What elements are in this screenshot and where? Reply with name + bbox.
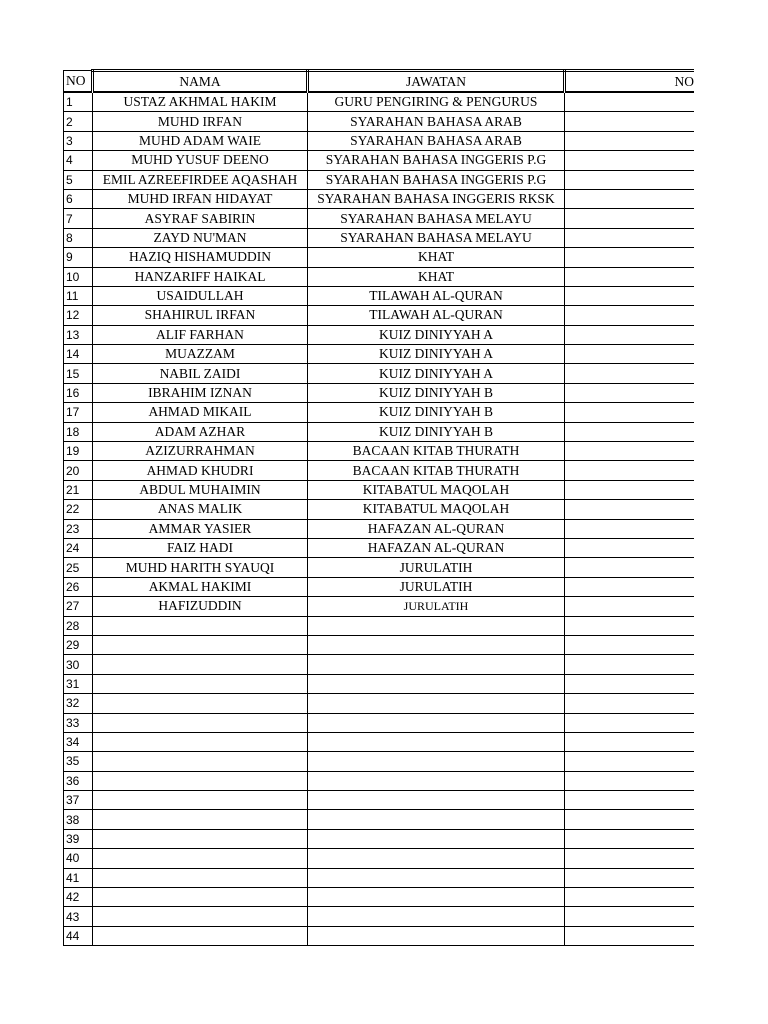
row-nama-cell: AHMAD KHUDRI <box>93 461 308 480</box>
row-nama-cell: MUHD IRFAN <box>93 112 308 131</box>
spreadsheet-page <box>63 69 694 946</box>
row-no-cell: 41 <box>64 868 93 887</box>
header-nama: NAMA <box>93 71 308 93</box>
table-row <box>64 791 695 810</box>
row-jawatan-cell <box>308 810 565 829</box>
table-row <box>64 674 695 693</box>
row-no-cell: 2 <box>64 112 93 131</box>
row-nama-cell <box>93 771 308 790</box>
row-jawatan-cell <box>308 674 565 693</box>
row-nama-cell: FAIZ HADI <box>93 538 308 557</box>
row-extra-cell <box>565 597 695 616</box>
row-no-cell: 20 <box>64 461 93 480</box>
row-extra-cell <box>565 267 695 286</box>
row-jawatan-cell <box>308 888 565 907</box>
row-extra-cell <box>565 228 695 247</box>
row-jawatan-cell: KUIZ DINIYYAH A <box>308 345 565 364</box>
table-row <box>64 480 695 499</box>
row-no-cell: 26 <box>64 577 93 596</box>
row-jawatan-cell <box>308 635 565 654</box>
row-jawatan-cell <box>308 732 565 751</box>
table-row <box>64 849 695 868</box>
row-nama-cell <box>93 849 308 868</box>
table-row <box>64 228 695 247</box>
row-no-cell: 19 <box>64 442 93 461</box>
table-row <box>64 403 695 422</box>
row-extra-cell <box>565 112 695 131</box>
row-extra-cell <box>565 325 695 344</box>
row-jawatan-cell: SYARAHAN BAHASA ARAB <box>308 112 565 131</box>
row-jawatan-cell: SYARAHAN BAHASA INGGERIS P.G <box>308 170 565 189</box>
row-nama-cell: ALIF FARHAN <box>93 325 308 344</box>
row-nama-cell: AKMAL HAKIMI <box>93 577 308 596</box>
row-extra-cell <box>565 907 695 926</box>
table-row <box>64 829 695 848</box>
row-jawatan-cell: KHAT <box>308 267 565 286</box>
table-row <box>64 655 695 674</box>
table-row <box>64 771 695 790</box>
row-nama-cell <box>93 655 308 674</box>
table-row <box>64 907 695 926</box>
table-row <box>64 538 695 557</box>
row-jawatan-cell: TILAWAH AL-QURAN <box>308 306 565 325</box>
row-extra-cell <box>565 519 695 538</box>
row-jawatan-cell: SYARAHAN BAHASA ARAB <box>308 131 565 150</box>
row-jawatan-cell: HAFAZAN AL-QURAN <box>308 538 565 557</box>
row-nama-cell: ADAM AZHAR <box>93 422 308 441</box>
table-body <box>64 92 695 946</box>
table-row <box>64 422 695 441</box>
row-jawatan-cell: GURU PENGIRING & PENGURUS <box>308 92 565 112</box>
row-no-cell: 29 <box>64 635 93 654</box>
table-row <box>64 209 695 228</box>
row-extra-cell <box>565 926 695 945</box>
row-no-cell: 31 <box>64 674 93 693</box>
row-no-cell: 6 <box>64 189 93 208</box>
table-row <box>64 383 695 402</box>
row-no-cell: 38 <box>64 810 93 829</box>
row-nama-cell: NABIL ZAIDI <box>93 364 308 383</box>
row-jawatan-cell: JURULATIH <box>308 597 565 616</box>
row-jawatan-cell: SYARAHAN BAHASA MELAYU <box>308 209 565 228</box>
row-no-cell: 15 <box>64 364 93 383</box>
row-no-cell: 35 <box>64 752 93 771</box>
row-nama-cell <box>93 635 308 654</box>
row-extra-cell <box>565 810 695 829</box>
row-jawatan-cell <box>308 752 565 771</box>
row-nama-cell: MUHD ADAM WAIE <box>93 131 308 150</box>
row-no-cell: 13 <box>64 325 93 344</box>
row-no-cell: 25 <box>64 558 93 577</box>
row-extra-cell <box>565 170 695 189</box>
row-jawatan-cell: BACAAN KITAB THURATH <box>308 442 565 461</box>
row-no-cell: 42 <box>64 888 93 907</box>
row-jawatan-cell <box>308 849 565 868</box>
table-row <box>64 325 695 344</box>
header-row <box>64 71 695 93</box>
row-jawatan-cell: JURULATIH <box>308 558 565 577</box>
row-nama-cell: ZAYD NU'MAN <box>93 228 308 247</box>
row-nama-cell <box>93 616 308 635</box>
row-jawatan-cell: SYARAHAN BAHASA INGGERIS RKSK <box>308 189 565 208</box>
table-row <box>64 151 695 170</box>
row-extra-cell <box>565 791 695 810</box>
row-extra-cell <box>565 713 695 732</box>
row-no-cell: 34 <box>64 732 93 751</box>
row-extra-cell <box>565 868 695 887</box>
row-extra-cell <box>565 538 695 557</box>
row-extra-cell <box>565 209 695 228</box>
participant-table <box>63 69 694 946</box>
row-no-cell: 23 <box>64 519 93 538</box>
table-row <box>64 345 695 364</box>
row-extra-cell <box>565 694 695 713</box>
row-nama-cell: ABDUL MUHAIMIN <box>93 480 308 499</box>
header-jawatan: JAWATAN <box>308 71 565 93</box>
table-row <box>64 519 695 538</box>
header-no: NO <box>64 71 93 93</box>
row-jawatan-cell: KUIZ DINIYYAH A <box>308 325 565 344</box>
row-extra-cell <box>565 752 695 771</box>
row-jawatan-cell <box>308 926 565 945</box>
row-no-cell: 18 <box>64 422 93 441</box>
row-jawatan-cell <box>308 616 565 635</box>
row-nama-cell: ASYRAF SABIRIN <box>93 209 308 228</box>
row-extra-cell <box>565 888 695 907</box>
row-jawatan-cell: KHAT <box>308 248 565 267</box>
row-no-cell: 39 <box>64 829 93 848</box>
row-nama-cell: IBRAHIM IZNAN <box>93 383 308 402</box>
row-extra-cell <box>565 616 695 635</box>
table-row <box>64 189 695 208</box>
row-nama-cell <box>93 713 308 732</box>
row-no-cell: 16 <box>64 383 93 402</box>
row-jawatan-cell: KUIZ DINIYYAH B <box>308 383 565 402</box>
row-jawatan-cell: HAFAZAN AL-QURAN <box>308 519 565 538</box>
table-row <box>64 752 695 771</box>
table-row <box>64 597 695 616</box>
row-nama-cell <box>93 732 308 751</box>
table-row <box>64 732 695 751</box>
header-no-right: NO <box>565 71 695 93</box>
row-jawatan-cell <box>308 907 565 926</box>
table-row <box>64 267 695 286</box>
row-nama-cell: AHMAD MIKAIL <box>93 403 308 422</box>
table-row <box>64 248 695 267</box>
row-nama-cell <box>93 674 308 693</box>
row-no-cell: 11 <box>64 286 93 305</box>
row-nama-cell: HAFIZUDDIN <box>93 597 308 616</box>
row-jawatan-cell: KUIZ DINIYYAH A <box>308 364 565 383</box>
row-jawatan-cell: SYARAHAN BAHASA MELAYU <box>308 228 565 247</box>
row-extra-cell <box>565 422 695 441</box>
row-nama-cell: USAIDULLAH <box>93 286 308 305</box>
row-extra-cell <box>565 577 695 596</box>
row-extra-cell <box>565 383 695 402</box>
row-extra-cell <box>565 849 695 868</box>
row-nama-cell: SHAHIRUL IRFAN <box>93 306 308 325</box>
row-no-cell: 37 <box>64 791 93 810</box>
row-extra-cell <box>565 732 695 751</box>
row-no-cell: 24 <box>64 538 93 557</box>
row-jawatan-cell: KUIZ DINIYYAH B <box>308 403 565 422</box>
row-jawatan-cell <box>308 771 565 790</box>
row-nama-cell: ANAS MALIK <box>93 500 308 519</box>
table-row <box>64 577 695 596</box>
row-extra-cell <box>565 461 695 480</box>
table-row <box>64 461 695 480</box>
row-no-cell: 43 <box>64 907 93 926</box>
row-nama-cell: AZIZURRAHMAN <box>93 442 308 461</box>
row-jawatan-cell <box>308 791 565 810</box>
row-no-cell: 40 <box>64 849 93 868</box>
table-row <box>64 713 695 732</box>
row-nama-cell: AMMAR YASIER <box>93 519 308 538</box>
table-row <box>64 616 695 635</box>
table-row <box>64 170 695 189</box>
row-nama-cell <box>93 791 308 810</box>
row-jawatan-cell: KITABATUL MAQOLAH <box>308 480 565 499</box>
row-no-cell: 28 <box>64 616 93 635</box>
row-no-cell: 12 <box>64 306 93 325</box>
table-row <box>64 888 695 907</box>
row-extra-cell <box>565 674 695 693</box>
row-jawatan-cell: KUIZ DINIYYAH B <box>308 422 565 441</box>
row-no-cell: 17 <box>64 403 93 422</box>
row-jawatan-cell <box>308 713 565 732</box>
row-no-cell: 7 <box>64 209 93 228</box>
row-no-cell: 14 <box>64 345 93 364</box>
row-no-cell: 36 <box>64 771 93 790</box>
row-nama-cell <box>93 752 308 771</box>
table-row <box>64 442 695 461</box>
row-extra-cell <box>565 500 695 519</box>
row-no-cell: 4 <box>64 151 93 170</box>
row-no-cell: 1 <box>64 92 93 112</box>
row-extra-cell <box>565 442 695 461</box>
row-nama-cell <box>93 810 308 829</box>
table-row <box>64 112 695 131</box>
row-extra-cell <box>565 635 695 654</box>
row-extra-cell <box>565 829 695 848</box>
row-extra-cell <box>565 771 695 790</box>
table-row <box>64 92 695 112</box>
row-no-cell: 44 <box>64 926 93 945</box>
row-no-cell: 30 <box>64 655 93 674</box>
row-nama-cell: MUAZZAM <box>93 345 308 364</box>
row-nama-cell: MUHD IRFAN HIDAYAT <box>93 189 308 208</box>
row-jawatan-cell: BACAAN KITAB THURATH <box>308 461 565 480</box>
row-nama-cell: MUHD YUSUF DEENO <box>93 151 308 170</box>
row-nama-cell <box>93 926 308 945</box>
row-nama-cell: HAZIQ HISHAMUDDIN <box>93 248 308 267</box>
table-row <box>64 500 695 519</box>
row-extra-cell <box>565 151 695 170</box>
table-row <box>64 558 695 577</box>
row-no-cell: 32 <box>64 694 93 713</box>
row-no-cell: 8 <box>64 228 93 247</box>
table-row <box>64 810 695 829</box>
row-no-cell: 33 <box>64 713 93 732</box>
row-jawatan-cell <box>308 655 565 674</box>
row-jawatan-cell: SYARAHAN BAHASA INGGERIS P.G <box>308 151 565 170</box>
row-nama-cell <box>93 868 308 887</box>
row-nama-cell <box>93 694 308 713</box>
row-no-cell: 3 <box>64 131 93 150</box>
row-no-cell: 27 <box>64 597 93 616</box>
table-row <box>64 926 695 945</box>
table-row <box>64 306 695 325</box>
row-extra-cell <box>565 131 695 150</box>
row-extra-cell <box>565 364 695 383</box>
row-jawatan-cell <box>308 868 565 887</box>
row-nama-cell <box>93 888 308 907</box>
row-extra-cell <box>565 189 695 208</box>
row-nama-cell: USTAZ AKHMAL HAKIM <box>93 92 308 112</box>
row-nama-cell: EMIL AZREEFIRDEE AQASHAH <box>93 170 308 189</box>
table-row <box>64 364 695 383</box>
row-extra-cell <box>565 403 695 422</box>
row-extra-cell <box>565 306 695 325</box>
row-jawatan-cell <box>308 829 565 848</box>
row-no-cell: 10 <box>64 267 93 286</box>
table-row <box>64 286 695 305</box>
row-no-cell: 21 <box>64 480 93 499</box>
row-extra-cell <box>565 480 695 499</box>
row-jawatan-cell: KITABATUL MAQOLAH <box>308 500 565 519</box>
row-jawatan-cell <box>308 694 565 713</box>
row-jawatan-cell: TILAWAH AL-QURAN <box>308 286 565 305</box>
table-row <box>64 131 695 150</box>
table-row <box>64 694 695 713</box>
row-nama-cell <box>93 829 308 848</box>
row-nama-cell: MUHD HARITH SYAUQI <box>93 558 308 577</box>
row-no-cell: 9 <box>64 248 93 267</box>
row-no-cell: 22 <box>64 500 93 519</box>
row-nama-cell: HANZARIFF HAIKAL <box>93 267 308 286</box>
row-extra-cell <box>565 286 695 305</box>
row-nama-cell <box>93 907 308 926</box>
row-no-cell: 5 <box>64 170 93 189</box>
row-jawatan-cell: JURULATIH <box>308 577 565 596</box>
row-extra-cell <box>565 248 695 267</box>
row-extra-cell <box>565 345 695 364</box>
row-extra-cell <box>565 558 695 577</box>
table-row <box>64 635 695 654</box>
row-extra-cell <box>565 92 695 112</box>
table-row <box>64 868 695 887</box>
row-extra-cell <box>565 655 695 674</box>
